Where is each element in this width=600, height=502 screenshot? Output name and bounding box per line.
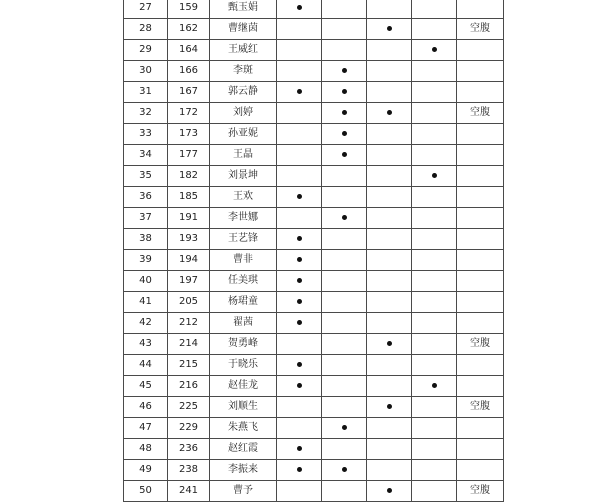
table-row	[124, 187, 504, 208]
student-id-cell: 166	[168, 61, 210, 82]
row-number-cell: 33	[124, 124, 168, 145]
mark-cell-1	[277, 145, 322, 166]
student-id-cell: 159	[168, 0, 210, 19]
mark-cell-3	[367, 40, 412, 61]
bullet-mark-icon	[432, 173, 437, 178]
mark-cell-2	[322, 19, 367, 40]
mark-cell-4	[412, 187, 457, 208]
mark-cell-4	[412, 334, 457, 355]
note-cell	[457, 0, 504, 19]
mark-cell-1	[277, 250, 322, 271]
mark-cell-4	[412, 313, 457, 334]
mark-cell-2	[322, 103, 367, 124]
bullet-mark-icon	[297, 236, 302, 241]
mark-cell-3	[367, 481, 412, 502]
mark-cell-3	[367, 208, 412, 229]
note-cell	[457, 481, 504, 502]
name-cell: 杨珺童	[210, 292, 277, 313]
bullet-mark-icon	[297, 362, 302, 367]
mark-cell-3	[367, 460, 412, 481]
student-id-cell: 205	[168, 292, 210, 313]
mark-cell-2	[322, 271, 367, 292]
note-cell	[457, 460, 504, 481]
bullet-mark-icon	[342, 89, 347, 94]
mark-cell-3	[367, 334, 412, 355]
mark-cell-4	[412, 418, 457, 439]
mark-cell-4	[412, 376, 457, 397]
bullet-mark-icon	[297, 320, 302, 325]
mark-cell-1	[277, 40, 322, 61]
student-id-cell: 177	[168, 145, 210, 166]
bullet-mark-icon	[432, 383, 437, 388]
row-number-cell: 50	[124, 481, 168, 502]
mark-cell-2	[322, 124, 367, 145]
note-cell	[457, 334, 504, 355]
mark-cell-1	[277, 124, 322, 145]
name-cell: 于晓乐	[210, 355, 277, 376]
table-row	[124, 124, 504, 145]
mark-cell-2	[322, 40, 367, 61]
mark-cell-4	[412, 439, 457, 460]
row-number-cell: 49	[124, 460, 168, 481]
table-row	[124, 19, 504, 40]
mark-cell-1	[277, 439, 322, 460]
mark-cell-1	[277, 481, 322, 502]
mark-cell-2	[322, 418, 367, 439]
name-cell: 赵红霞	[210, 439, 277, 460]
bullet-mark-icon	[387, 26, 392, 31]
mark-cell-2	[322, 313, 367, 334]
row-number-cell: 37	[124, 208, 168, 229]
row-number-cell: 31	[124, 82, 168, 103]
mark-cell-4	[412, 82, 457, 103]
bullet-mark-icon	[297, 278, 302, 283]
row-number-cell: 39	[124, 250, 168, 271]
bullet-mark-icon	[387, 488, 392, 493]
student-id-cell: 185	[168, 187, 210, 208]
row-number-cell: 47	[124, 418, 168, 439]
mark-cell-1	[277, 187, 322, 208]
mark-cell-1	[277, 0, 322, 19]
row-number-cell: 43	[124, 334, 168, 355]
name-cell: 朱燕飞	[210, 418, 277, 439]
table-row	[124, 481, 504, 502]
mark-cell-2	[322, 166, 367, 187]
bullet-mark-icon	[342, 68, 347, 73]
row-number-cell: 34	[124, 145, 168, 166]
table-row	[124, 61, 504, 82]
note-cell	[457, 250, 504, 271]
note-cell	[457, 271, 504, 292]
mark-cell-2	[322, 292, 367, 313]
note-cell	[457, 124, 504, 145]
mark-cell-2	[322, 439, 367, 460]
bullet-mark-icon	[297, 299, 302, 304]
student-id-cell: 215	[168, 355, 210, 376]
student-id-cell: 167	[168, 82, 210, 103]
roster-table-body	[124, 0, 504, 502]
note-cell	[457, 292, 504, 313]
note-cell	[457, 355, 504, 376]
mark-cell-1	[277, 292, 322, 313]
row-number-cell: 29	[124, 40, 168, 61]
bullet-mark-icon	[342, 131, 347, 136]
note-text: 空腹	[470, 485, 490, 496]
mark-cell-4	[412, 208, 457, 229]
mark-cell-3	[367, 271, 412, 292]
mark-cell-2	[322, 145, 367, 166]
table-row	[124, 313, 504, 334]
note-cell	[457, 166, 504, 187]
mark-cell-4	[412, 145, 457, 166]
mark-cell-1	[277, 313, 322, 334]
name-cell: 任美琪	[210, 271, 277, 292]
note-text: 空腹	[470, 23, 490, 34]
mark-cell-3	[367, 376, 412, 397]
note-cell	[457, 313, 504, 334]
mark-cell-3	[367, 187, 412, 208]
mark-cell-4	[412, 61, 457, 82]
row-number-cell: 36	[124, 187, 168, 208]
table-row	[124, 271, 504, 292]
table-row	[124, 355, 504, 376]
mark-cell-4	[412, 292, 457, 313]
mark-cell-4	[412, 481, 457, 502]
name-cell: 曹继茵	[210, 19, 277, 40]
bullet-mark-icon	[342, 425, 347, 430]
mark-cell-1	[277, 355, 322, 376]
mark-cell-4	[412, 271, 457, 292]
row-number-cell: 27	[124, 0, 168, 19]
note-cell	[457, 229, 504, 250]
table-row	[124, 145, 504, 166]
student-id-cell: 214	[168, 334, 210, 355]
bullet-mark-icon	[387, 341, 392, 346]
bullet-mark-icon	[432, 47, 437, 52]
mark-cell-3	[367, 250, 412, 271]
mark-cell-1	[277, 271, 322, 292]
mark-cell-4	[412, 40, 457, 61]
table-row	[124, 82, 504, 103]
note-cell	[457, 439, 504, 460]
row-number-cell: 42	[124, 313, 168, 334]
mark-cell-1	[277, 19, 322, 40]
mark-cell-2	[322, 82, 367, 103]
name-cell: 贺勇峰	[210, 334, 277, 355]
name-cell: 李世娜	[210, 208, 277, 229]
mark-cell-1	[277, 61, 322, 82]
note-text: 空腹	[470, 401, 490, 412]
student-id-cell: 182	[168, 166, 210, 187]
mark-cell-3	[367, 19, 412, 40]
mark-cell-2	[322, 229, 367, 250]
table-row	[124, 40, 504, 61]
bullet-mark-icon	[297, 5, 302, 10]
name-cell: 郭云静	[210, 82, 277, 103]
bullet-mark-icon	[342, 152, 347, 157]
name-cell: 刘婷	[210, 103, 277, 124]
mark-cell-3	[367, 145, 412, 166]
row-number-cell: 48	[124, 439, 168, 460]
mark-cell-4	[412, 355, 457, 376]
note-cell	[457, 82, 504, 103]
mark-cell-3	[367, 166, 412, 187]
mark-cell-2	[322, 376, 367, 397]
name-cell: 李振来	[210, 460, 277, 481]
mark-cell-2	[322, 61, 367, 82]
mark-cell-1	[277, 229, 322, 250]
table-row	[124, 418, 504, 439]
mark-cell-1	[277, 418, 322, 439]
bullet-mark-icon	[342, 215, 347, 220]
table-row	[124, 166, 504, 187]
note-cell	[457, 61, 504, 82]
mark-cell-3	[367, 418, 412, 439]
bullet-mark-icon	[387, 404, 392, 409]
mark-cell-3	[367, 82, 412, 103]
mark-cell-2	[322, 187, 367, 208]
student-id-cell: 172	[168, 103, 210, 124]
table-row	[124, 439, 504, 460]
note-cell	[457, 145, 504, 166]
student-id-cell: 238	[168, 460, 210, 481]
table-row	[124, 208, 504, 229]
student-id-cell: 225	[168, 397, 210, 418]
row-number-cell: 28	[124, 19, 168, 40]
mark-cell-4	[412, 103, 457, 124]
mark-cell-4	[412, 460, 457, 481]
student-id-cell: 173	[168, 124, 210, 145]
bullet-mark-icon	[342, 110, 347, 115]
student-id-cell: 236	[168, 439, 210, 460]
mark-cell-3	[367, 355, 412, 376]
name-cell: 翟茜	[210, 313, 277, 334]
mark-cell-2	[322, 481, 367, 502]
table-row	[124, 376, 504, 397]
mark-cell-2	[322, 334, 367, 355]
mark-cell-1	[277, 334, 322, 355]
mark-cell-1	[277, 82, 322, 103]
row-number-cell: 38	[124, 229, 168, 250]
name-cell: 赵佳龙	[210, 376, 277, 397]
student-id-cell: 162	[168, 19, 210, 40]
table-row	[124, 0, 504, 19]
row-number-cell: 46	[124, 397, 168, 418]
mark-cell-4	[412, 166, 457, 187]
mark-cell-3	[367, 229, 412, 250]
mark-cell-3	[367, 103, 412, 124]
mark-cell-3	[367, 313, 412, 334]
note-cell	[457, 418, 504, 439]
row-number-cell: 41	[124, 292, 168, 313]
bullet-mark-icon	[297, 383, 302, 388]
bullet-mark-icon	[297, 257, 302, 262]
mark-cell-2	[322, 355, 367, 376]
mark-cell-3	[367, 439, 412, 460]
name-cell: 孙亚妮	[210, 124, 277, 145]
note-cell	[457, 19, 504, 40]
mark-cell-1	[277, 166, 322, 187]
roster-table	[123, 0, 504, 502]
table-row	[124, 229, 504, 250]
mark-cell-2	[322, 460, 367, 481]
bullet-mark-icon	[297, 467, 302, 472]
name-cell: 王欢	[210, 187, 277, 208]
mark-cell-3	[367, 124, 412, 145]
bullet-mark-icon	[297, 194, 302, 199]
student-id-cell: 193	[168, 229, 210, 250]
name-cell: 王晶	[210, 145, 277, 166]
table-row	[124, 250, 504, 271]
name-cell: 曹非	[210, 250, 277, 271]
student-id-cell: 241	[168, 481, 210, 502]
mark-cell-1	[277, 103, 322, 124]
name-cell: 刘顺生	[210, 397, 277, 418]
student-id-cell: 164	[168, 40, 210, 61]
mark-cell-2	[322, 0, 367, 19]
student-id-cell: 191	[168, 208, 210, 229]
row-number-cell: 40	[124, 271, 168, 292]
row-number-cell: 32	[124, 103, 168, 124]
mark-cell-1	[277, 208, 322, 229]
student-id-cell: 229	[168, 418, 210, 439]
row-number-cell: 35	[124, 166, 168, 187]
name-cell: 王艺锋	[210, 229, 277, 250]
mark-cell-2	[322, 250, 367, 271]
mark-cell-3	[367, 61, 412, 82]
mark-cell-2	[322, 208, 367, 229]
mark-cell-3	[367, 0, 412, 19]
student-id-cell: 212	[168, 313, 210, 334]
row-number-cell: 30	[124, 61, 168, 82]
mark-cell-3	[367, 292, 412, 313]
mark-cell-4	[412, 229, 457, 250]
name-cell: 甄玉娟	[210, 0, 277, 19]
note-cell	[457, 208, 504, 229]
table-row	[124, 334, 504, 355]
name-cell: 王威红	[210, 40, 277, 61]
bullet-mark-icon	[342, 467, 347, 472]
note-text: 空腹	[470, 338, 490, 349]
note-cell	[457, 40, 504, 61]
bullet-mark-icon	[297, 89, 302, 94]
name-cell: 李斑	[210, 61, 277, 82]
mark-cell-4	[412, 124, 457, 145]
bullet-mark-icon	[387, 110, 392, 115]
student-id-cell: 216	[168, 376, 210, 397]
mark-cell-4	[412, 19, 457, 40]
row-number-cell: 45	[124, 376, 168, 397]
mark-cell-4	[412, 0, 457, 19]
mark-cell-1	[277, 460, 322, 481]
note-cell	[457, 376, 504, 397]
student-id-cell: 194	[168, 250, 210, 271]
student-id-cell: 197	[168, 271, 210, 292]
note-cell	[457, 187, 504, 208]
table-row	[124, 460, 504, 481]
mark-cell-1	[277, 376, 322, 397]
table-row	[124, 292, 504, 313]
row-number-cell: 44	[124, 355, 168, 376]
name-cell: 刘景坤	[210, 166, 277, 187]
name-cell: 曹予	[210, 481, 277, 502]
note-cell	[457, 103, 504, 124]
mark-cell-4	[412, 250, 457, 271]
note-text: 空腹	[470, 107, 490, 118]
bullet-mark-icon	[297, 446, 302, 451]
table-row	[124, 103, 504, 124]
